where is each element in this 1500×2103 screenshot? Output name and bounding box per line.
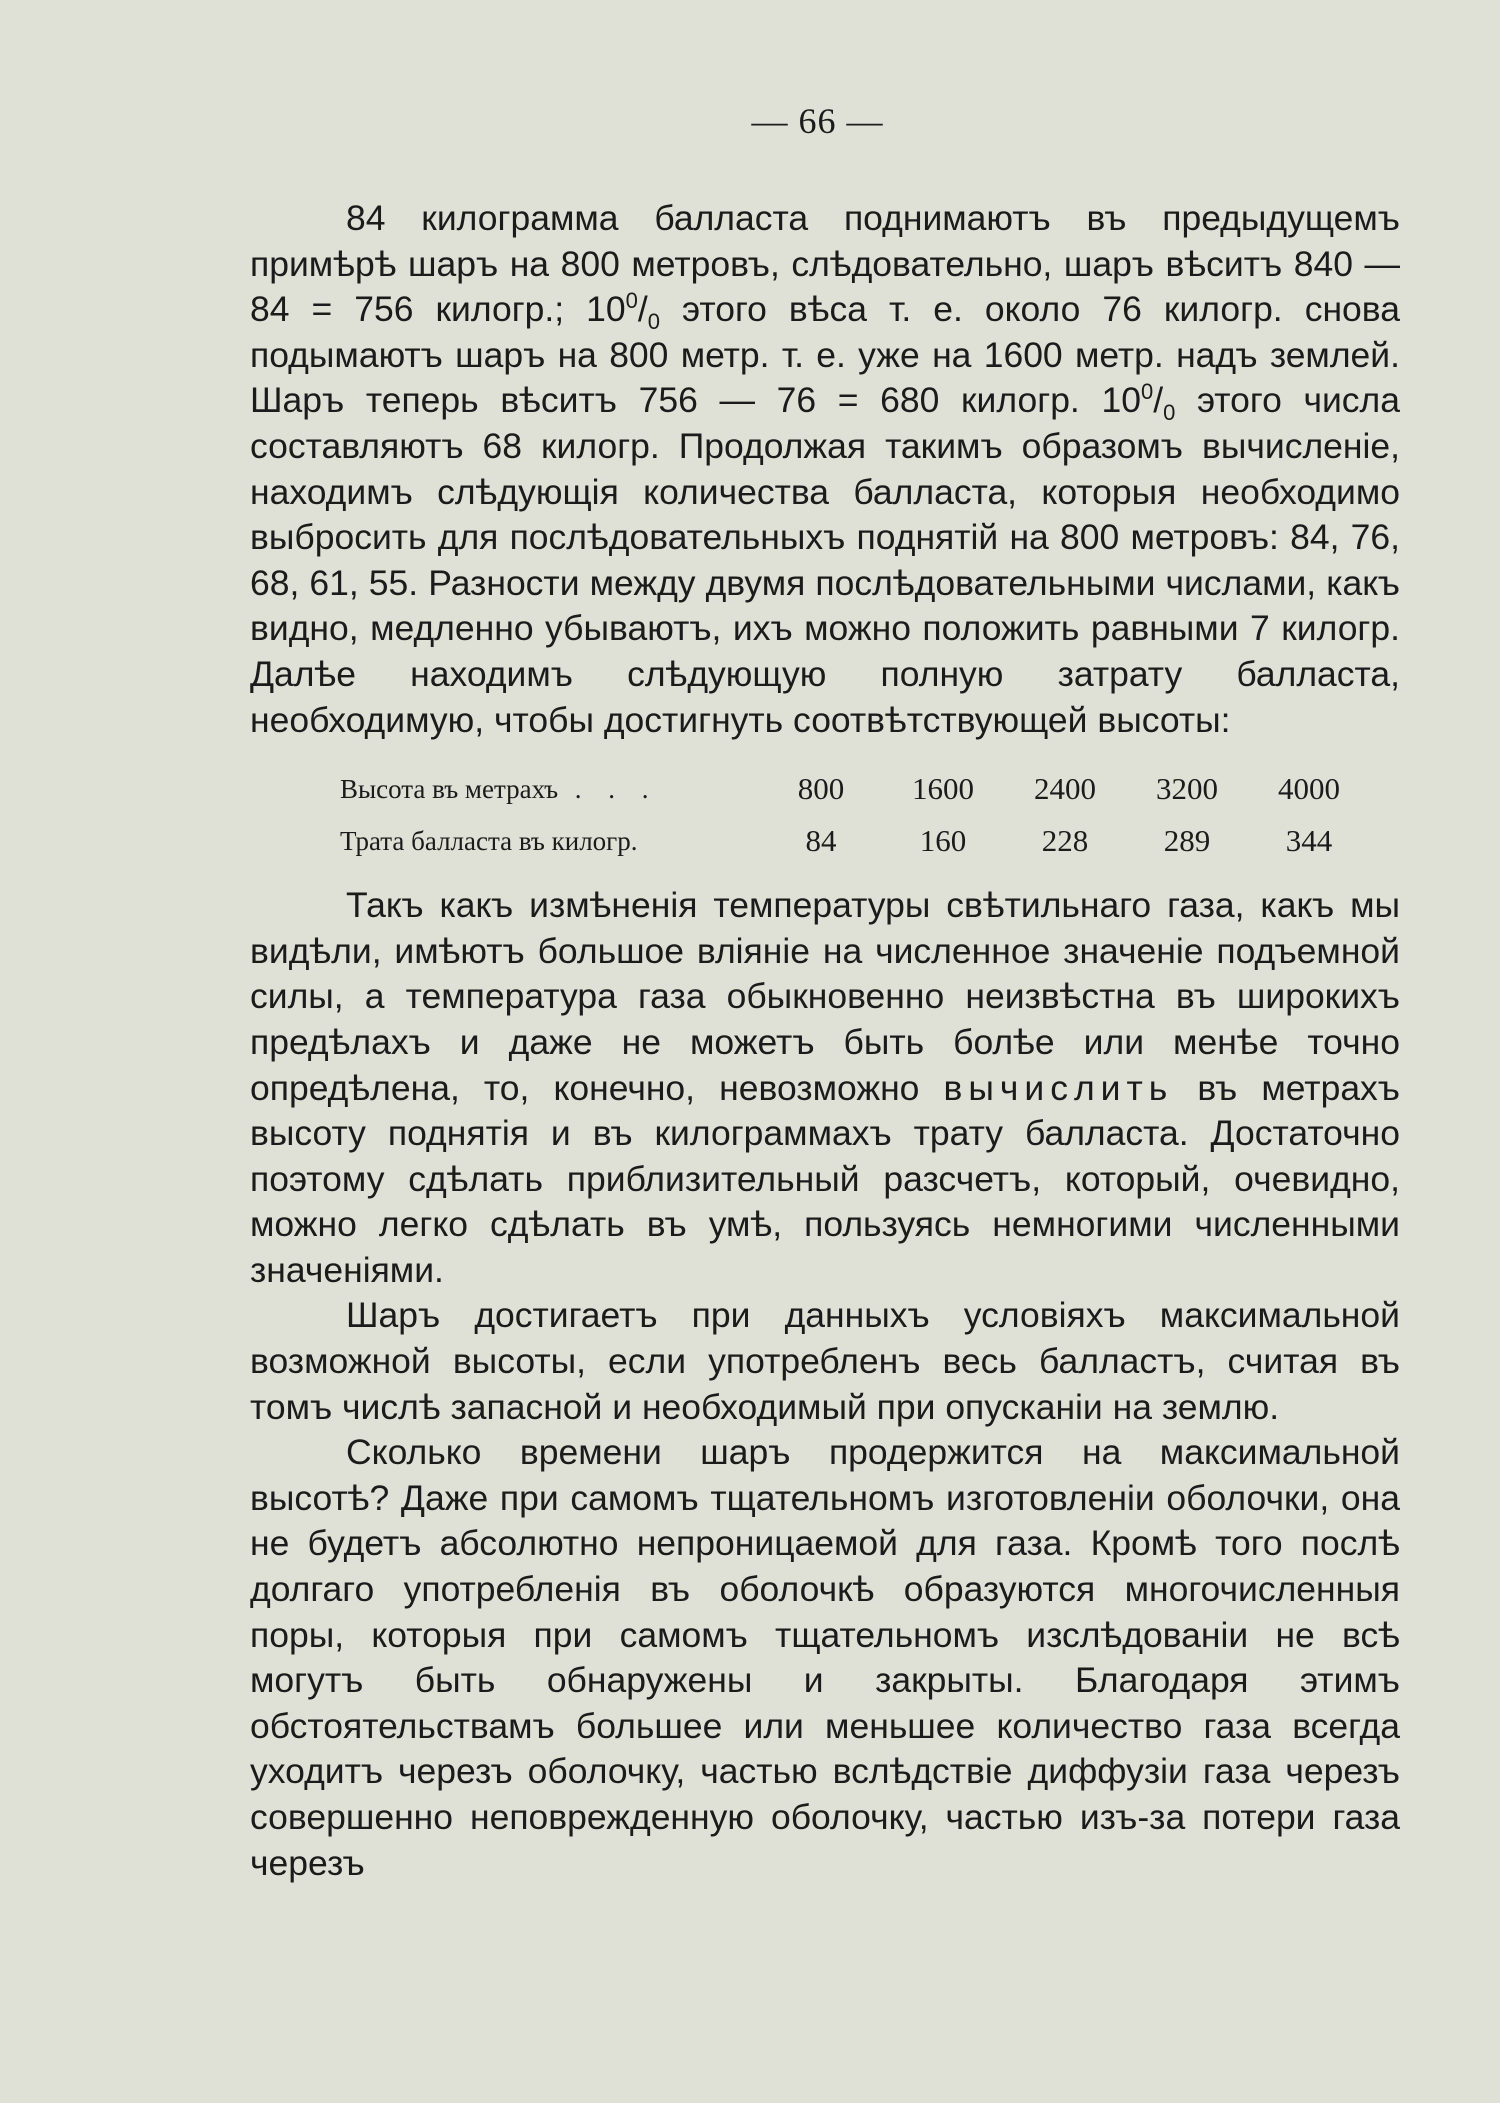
paragraph-1-part-b: этого вѣса т. е. около 76 килогр. снова подымаютъ шаръ на 800 метр. т. е. уже на 1600 метр. надъ землей. Шаръ теперь вѣситъ 756 — 76 = 680 килогр. 10 — [250, 289, 1400, 421]
table-row — [340, 815, 1400, 867]
table-row-label: Высота въ метрахъ . . . — [340, 774, 659, 805]
paragraph-1-part-c: этого числа составляютъ 68 килогр. Продолжая такимъ образомъ вычисленіе, находимъ слѣдующія количества балласта, которыя необходимо выбросить для послѣдовательныхъ поднятій на 800 метровъ: 84, 76, 68, 61, 55. Разности между двумя послѣдовательными числами, какъ видно, медленно убываютъ, ихъ можно положить равными 7 килогр. Далѣе находимъ слѣдующую полную затрату балласта, необходимую, чтобы достигнуть соотвѣтствующей высоты: — [250, 380, 1400, 740]
spaced-emphasis-word: вычислить — [943, 1067, 1174, 1108]
paragraph-2-part-b: въ метрахъ высоту поднятія и въ килограммахъ трату балласта. Достаточно поэтому сдѣлать приблизительный разсчетъ, который, очевидно, можно легко сдѣлать въ умѣ, пользуясь немногими численными значеніями. — [250, 1067, 1400, 1290]
table-row-label: Трата балласта въ килогр. — [340, 826, 638, 857]
table-row-leader-dots: . . . — [558, 774, 659, 805]
page-number: — 66 — — [751, 101, 884, 141]
table-cell: 3200 — [1156, 771, 1218, 807]
paragraph-1 — [250, 196, 1400, 743]
percent-sign-slash: / — [637, 289, 648, 330]
table-cell: 1600 — [912, 771, 974, 807]
table-row — [340, 763, 1400, 815]
percent-sign-slash: / — [1153, 380, 1164, 421]
percent-sign-sup: 0 — [1140, 379, 1154, 405]
percent-sign-sup: 0 — [625, 288, 638, 314]
paragraph-4: Сколько времени шаръ продержится на максимальной высотѣ? Даже при самомъ тщательномъ изготовленіи оболочки, она не будетъ абсолютно непроницаемой для газа. Кромѣ того послѣ долгаго употребленія въ оболочкѣ образуются многочисленныя поры, которыя при самомъ тщательномъ изслѣдованіи не всѣ могутъ быть обнаружены и закрыты. Благодаря этимъ обстоятельствамъ большее или меньшее количество газа всегда уходитъ черезъ оболочку, частью вслѣдствіе диффузіи газа черезъ совершенно неповрежденную оболочку, частью изъ-за потери газа черезъ — [250, 1432, 1400, 1883]
table-cell: 289 — [1163, 823, 1211, 859]
table-cell: 228 — [1041, 823, 1089, 859]
paragraph-2-part-a: Такъ какъ измѣненія температуры свѣтильнаго газа, какъ мы видѣли, имѣютъ большое вліяніе на численное значеніе подъемной силы, а температура газа обыкновенно неизвѣстна въ широкихъ предѣлахъ и даже не можетъ быть болѣе или менѣе точно опредѣлена, то, конечно, невозможно — [250, 885, 1400, 1108]
table-cell: 4000 — [1278, 771, 1340, 807]
paragraph-2 — [250, 883, 1400, 1293]
paragraph-3: Шаръ достигаетъ при данныхъ условіяхъ максимальной возможной высоты, если употребленъ весь балластъ, считая въ томъ числѣ запасной и необходимый при опусканіи на землю. — [250, 1295, 1400, 1427]
paragraph-1-part-a: 84 килограмма балласта поднимаютъ въ предыдущемъ примѣрѣ шаръ на 800 метровъ, слѣдовательно, шаръ вѣситъ 840 — 84 = 756 килогр.; 10 — [250, 198, 1400, 330]
table-cell: 800 — [797, 771, 845, 807]
body-text — [250, 196, 1400, 1886]
percent-sign-sub: 0 — [647, 309, 661, 335]
percent-sign-sub: 0 — [1163, 400, 1176, 426]
table-cell: 160 — [919, 823, 967, 859]
table-cell: 84 — [805, 823, 837, 859]
table-cell: 2400 — [1034, 771, 1096, 807]
ballast-table — [340, 763, 1400, 867]
table-cell: 344 — [1285, 823, 1333, 859]
